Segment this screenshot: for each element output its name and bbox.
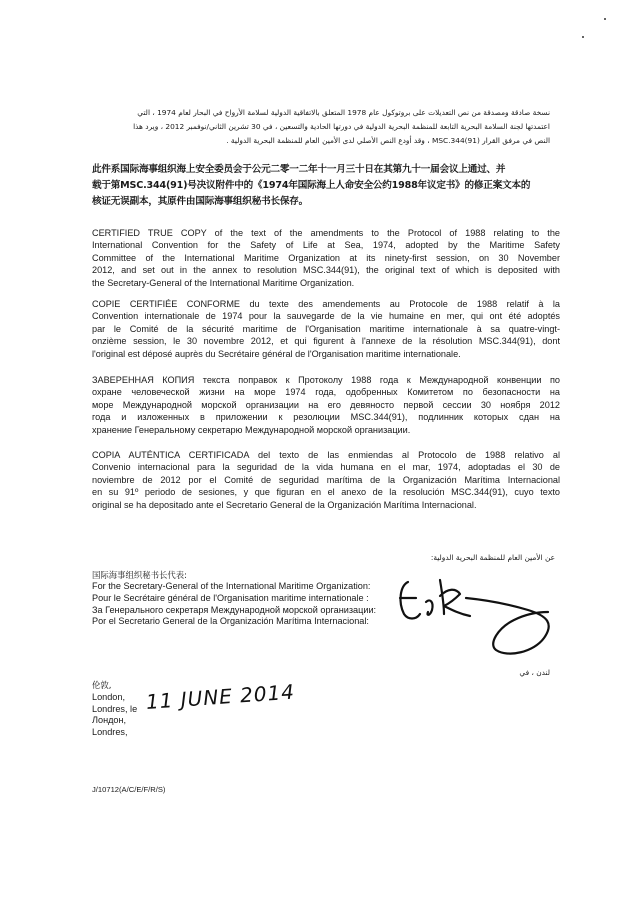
scan-speck <box>582 36 584 38</box>
signatory-french: Pour le Secrétaire général de l'Organisation maritime internationale : <box>92 592 369 603</box>
spanish-line: Convenio internacional para la seguridad de la vida humana en el mar, 1974, adoptadas el 30 de <box>92 462 560 473</box>
place-french: Londres, le <box>92 703 138 714</box>
russian-line: ЗАВЕРЕННАЯ КОПИЯ текста поправок к Протоколу 1988 года к Международной конвенции по <box>92 375 560 385</box>
handwritten-signature <box>378 558 568 668</box>
spanish-line: en su 91º periodo de sesiones, y que figuran en el anexo de la resolución MSC.344(91), cuyo texto <box>92 487 560 498</box>
signatory-arabic: عن الأمين العام للمنظمة البحرية الدولية: <box>430 553 555 562</box>
french-certification-paragraph <box>92 298 560 360</box>
document-reference: J/10712(A/C/E/F/R/S) <box>92 785 166 794</box>
arabic-line: نسخة صادقة ومصدقة من نص التعديلات على بروتوكول عام 1978 المتعلق بالاتفاقية الدولية لسلامة الأرواح في البحار لعام 1974 ، التي <box>137 108 550 117</box>
spanish-line: original se ha depositado ante el Secretario General de la Organización Marítima Internacional. <box>92 499 477 510</box>
place-arabic: لندن ، في <box>519 668 550 677</box>
place-english: London, <box>92 691 125 702</box>
handwritten-date: 11 JUNE 2014 <box>145 679 296 714</box>
place-and-date-block <box>92 680 137 739</box>
french-line: Convention internationale de 1974 pour la sauvegarde de la vie humaine en mer, qui ont été adoptés <box>92 311 560 322</box>
chinese-line: 此件系国际海事组织海上安全委员会于公元二零一二年十一月三十日在其第九十一届会议上通过、并 <box>92 164 506 175</box>
spanish-line: noviembre de 2012 por el Comité de seguridad marítima de la Organización Marítima Internacional <box>92 474 560 485</box>
signatory-spanish: Por el Secretario General de la Organización Marítima Internacional: <box>92 616 369 627</box>
russian-line: море Международной морской организации на его девяносто первой сессии 30 ноября 2012 <box>92 399 560 410</box>
signatory-block <box>92 581 376 628</box>
place-chinese: 伦敦, <box>92 680 112 690</box>
russian-line: охране человеческой жизни на море 1974 года, одобренных Комитетом по безопасности на <box>92 387 560 398</box>
french-line: l'original est déposé auprès du Secrétaire général de l'Organisation maritime internationale. <box>92 348 461 359</box>
chinese-certification-paragraph <box>92 162 554 210</box>
english-line: Committee of the International Maritime Organization at its ninety-first session, on 30 November <box>92 252 560 263</box>
french-line: COPIE CERTIFIÉE CONFORME du texte des amendements au Protocole de 1988 relatif à la <box>92 299 560 309</box>
russian-certification-paragraph <box>92 374 560 436</box>
english-line: International Convention for the Safety of Life at Sea, 1974, adopted by the Maritime Safety <box>92 240 560 251</box>
signatory-russian: За Генерального секретаря Международной морской организации: <box>92 604 377 615</box>
signatory-english: For the Secretary-General of the International Maritime Organization: <box>92 581 371 591</box>
scan-speck <box>604 18 606 20</box>
arabic-certification-paragraph <box>84 106 550 148</box>
arabic-line: النص في مرفق القرار (MSC.344(91 ، وقد أودع النص الأصلي لدى الأمين العام للمنظمة البحرية الدولية . <box>226 136 550 145</box>
spanish-certification-paragraph <box>92 449 560 511</box>
french-line: par le Comité de la sécurité maritime de l'Organisation maritime internationale à sa quatre-vingt- <box>92 323 560 334</box>
french-line: onzième session, le 30 novembre 2012, et qui figurent à l'annexe de la résolution MSC.344(91), dont <box>92 336 560 347</box>
english-line: CERTIFIED TRUE COPY of the text of the amendments to the Protocol of 1988 relating to the <box>92 228 560 238</box>
place-russian: Лондон, <box>92 715 127 726</box>
spanish-line: COPIA AUTÉNTICA CERTIFICADA del texto de las enmiendas al Protocolo de 1988 relativo al <box>92 450 560 460</box>
place-spanish: Londres, <box>92 727 128 738</box>
chinese-line: 载于第MSC.344(91)号决议附件中的《1974年国际海上人命安全公约1988年议定书》的修正案文本的 <box>92 180 531 191</box>
english-line: 2012, and set out in the annex to resolution MSC.344(91), the original text of which is deposited with <box>92 265 560 276</box>
arabic-line: اعتمدتها لجنة السلامة البحرية التابعة للمنظمة البحرية الدولية في دورتها الحادية والتسعين ، في 30 تشرين الثاني/نوفمبر 2012 ، ويرد هذا <box>133 122 550 131</box>
chinese-line: 核证无误副本，其原件由国际海事组织秘书长保存。 <box>92 196 309 207</box>
signatory-chinese: 国际海事组织秘书长代表: <box>92 570 187 580</box>
russian-line: года и изложенных в приложении к резолюции MSC.344(91), подлинник которых сдан на <box>92 412 560 423</box>
english-line: the Secretary-General of the International Maritime Organization. <box>92 277 355 288</box>
english-certification-paragraph <box>92 227 560 289</box>
russian-line: хранение Генеральному секретарю Международной морской организации. <box>92 424 411 435</box>
